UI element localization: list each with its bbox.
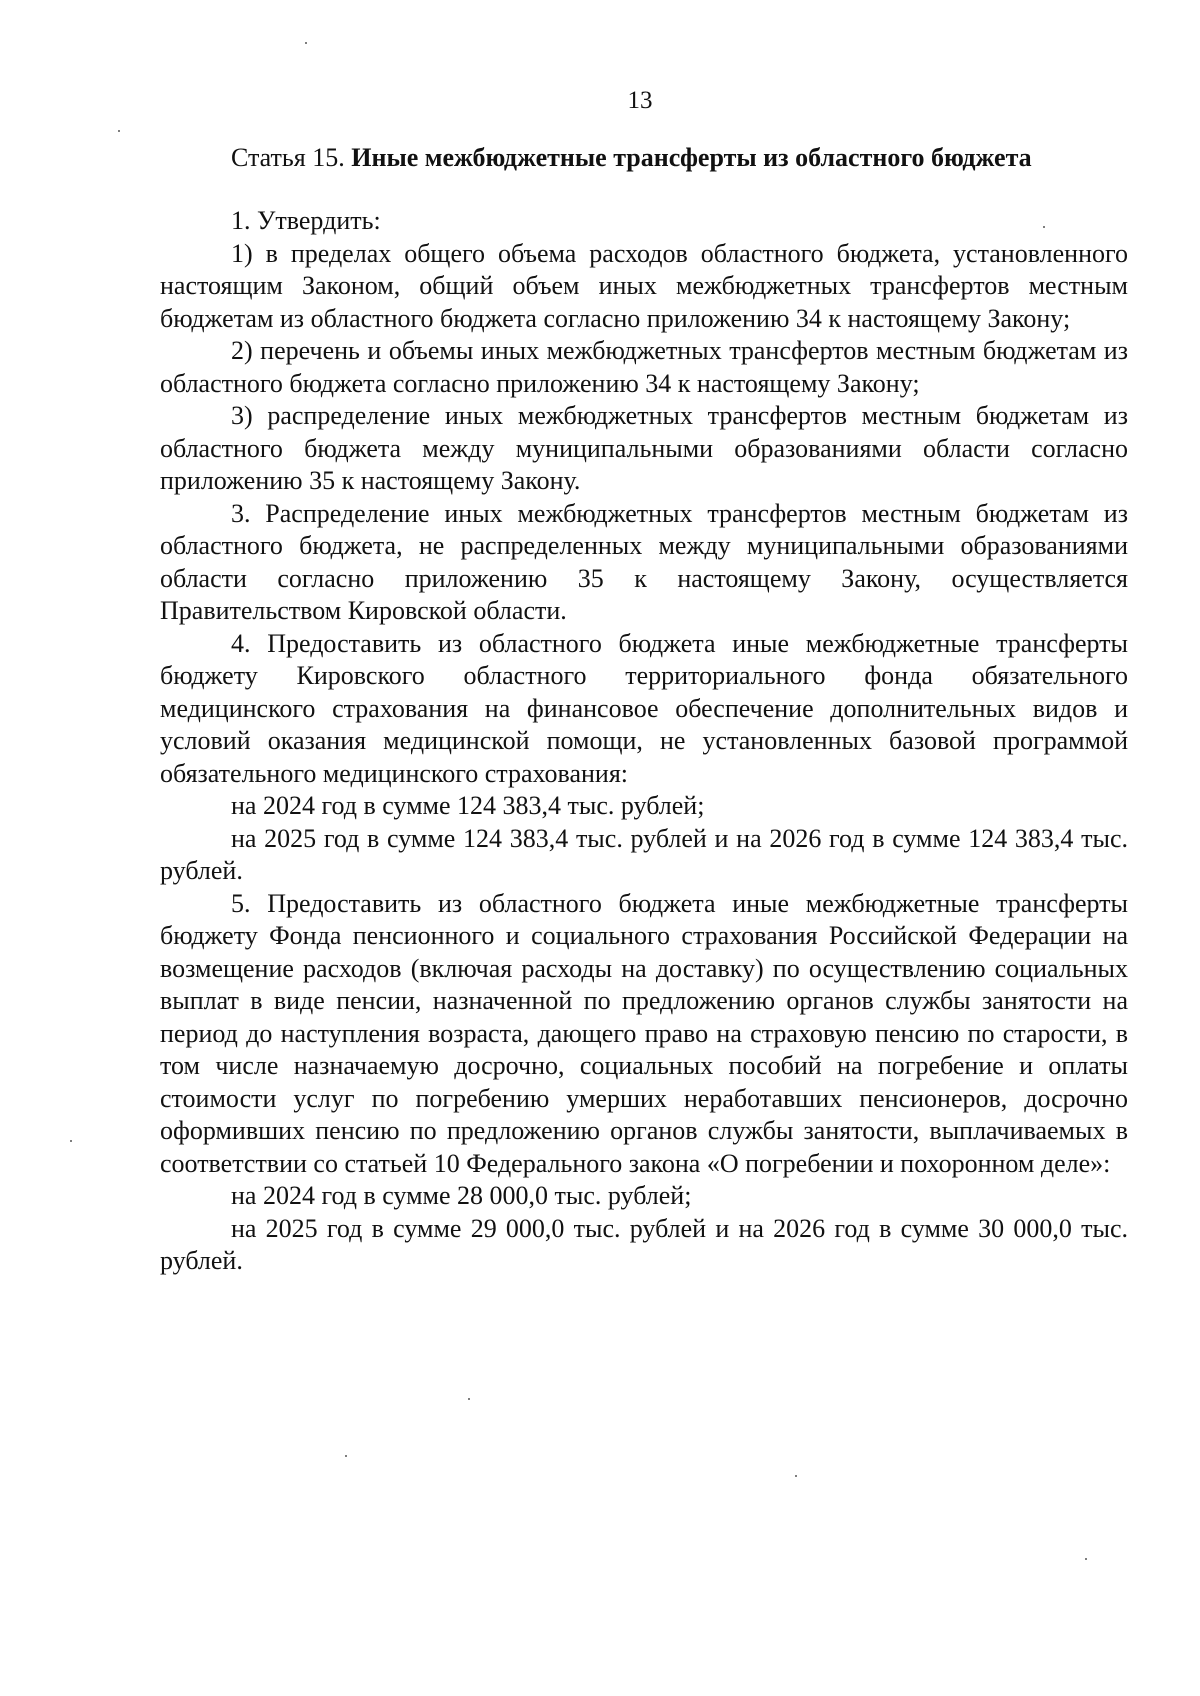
paragraph: 3. Распределение иных межбюджетных трансфертов местным бюджетам из областного бюджета, не распределенных между муниципальными образованиями области согласно приложению 35 к настоящему Закону, осуществляется Правительством Кировской области. (160, 498, 1128, 625)
scan-speck (305, 42, 307, 44)
scan-speck (468, 1398, 470, 1400)
paragraph: 3) распределение иных межбюджетных трансфертов местным бюджетам из областного бюджета между муниципальными образованиями области согласно приложению 35 к настоящему Закону. (160, 401, 1128, 495)
scan-speck (1043, 226, 1045, 228)
paragraph: на 2025 год в сумме 124 383,4 тыс. рублей и на 2026 год в сумме 124 383,4 тыс. рублей. (160, 823, 1128, 885)
article-body (160, 205, 1128, 1278)
paragraph: 2) перечень и объемы иных межбюджетных трансфертов местным бюджетам из областного бюджета согласно приложению 34 к настоящему Закону; (160, 336, 1128, 398)
scan-speck (1085, 1558, 1087, 1560)
scan-speck (795, 1475, 797, 1477)
paragraph: на 2024 год в сумме 124 383,4 тыс. рублей; (231, 791, 705, 820)
paragraph: на 2024 год в сумме 28 000,0 тыс. рублей; (231, 1181, 692, 1210)
paragraph: 4. Предоставить из областного бюджета иные межбюджетные трансферты бюджету Кировского областного территориального фонда обязательного медицинского страхования на финансовое обеспечение дополнительных видов и условий оказания медицинской помощи, не установленных базовой программой обязательного медицинского страхования: (160, 628, 1128, 788)
paragraph: 5. Предоставить из областного бюджета иные межбюджетные трансферты бюджету Фонда пенсионного и социального страхования Российской Федерации на возмещение расходов (включая расходы на доставку) по осуществлению социальных выплат в виде пенсии, назначенной по предложению органов службы занятости на период до наступления возраста, дающего право на страховую пенсию по старости, в том числе назначаемую досрочно, социальных пособий на погребение и оплаты стоимости услуг по погребению умерших неработавших пенсионеров, досрочно оформивших пенсию по предложению органов службы занятости, выплачиваемых в соответствии со статьей 10 Федерального закона «О погребении и похоронном деле»: (160, 888, 1128, 1178)
scan-speck (70, 1140, 72, 1142)
paragraph: на 2025 год в сумме 29 000,0 тыс. рублей и на 2026 год в сумме 30 000,0 тыс. рублей. (160, 1213, 1128, 1275)
article-label: Статья 15. (231, 143, 345, 172)
scan-speck (345, 1455, 347, 1457)
page-number: 13 (627, 87, 653, 114)
scan-speck (118, 130, 120, 132)
article-heading (231, 143, 1032, 173)
article-title: Иные межбюджетные трансферты из областного бюджета (351, 143, 1032, 172)
paragraph: 1. Утвердить: (231, 206, 381, 235)
paragraph: 1) в пределах общего объема расходов областного бюджета, установленного настоящим Законом, общий объем иных межбюджетных трансфертов местным бюджетам из областного бюджета согласно приложению 34 к настоящему Закону; (160, 238, 1128, 333)
